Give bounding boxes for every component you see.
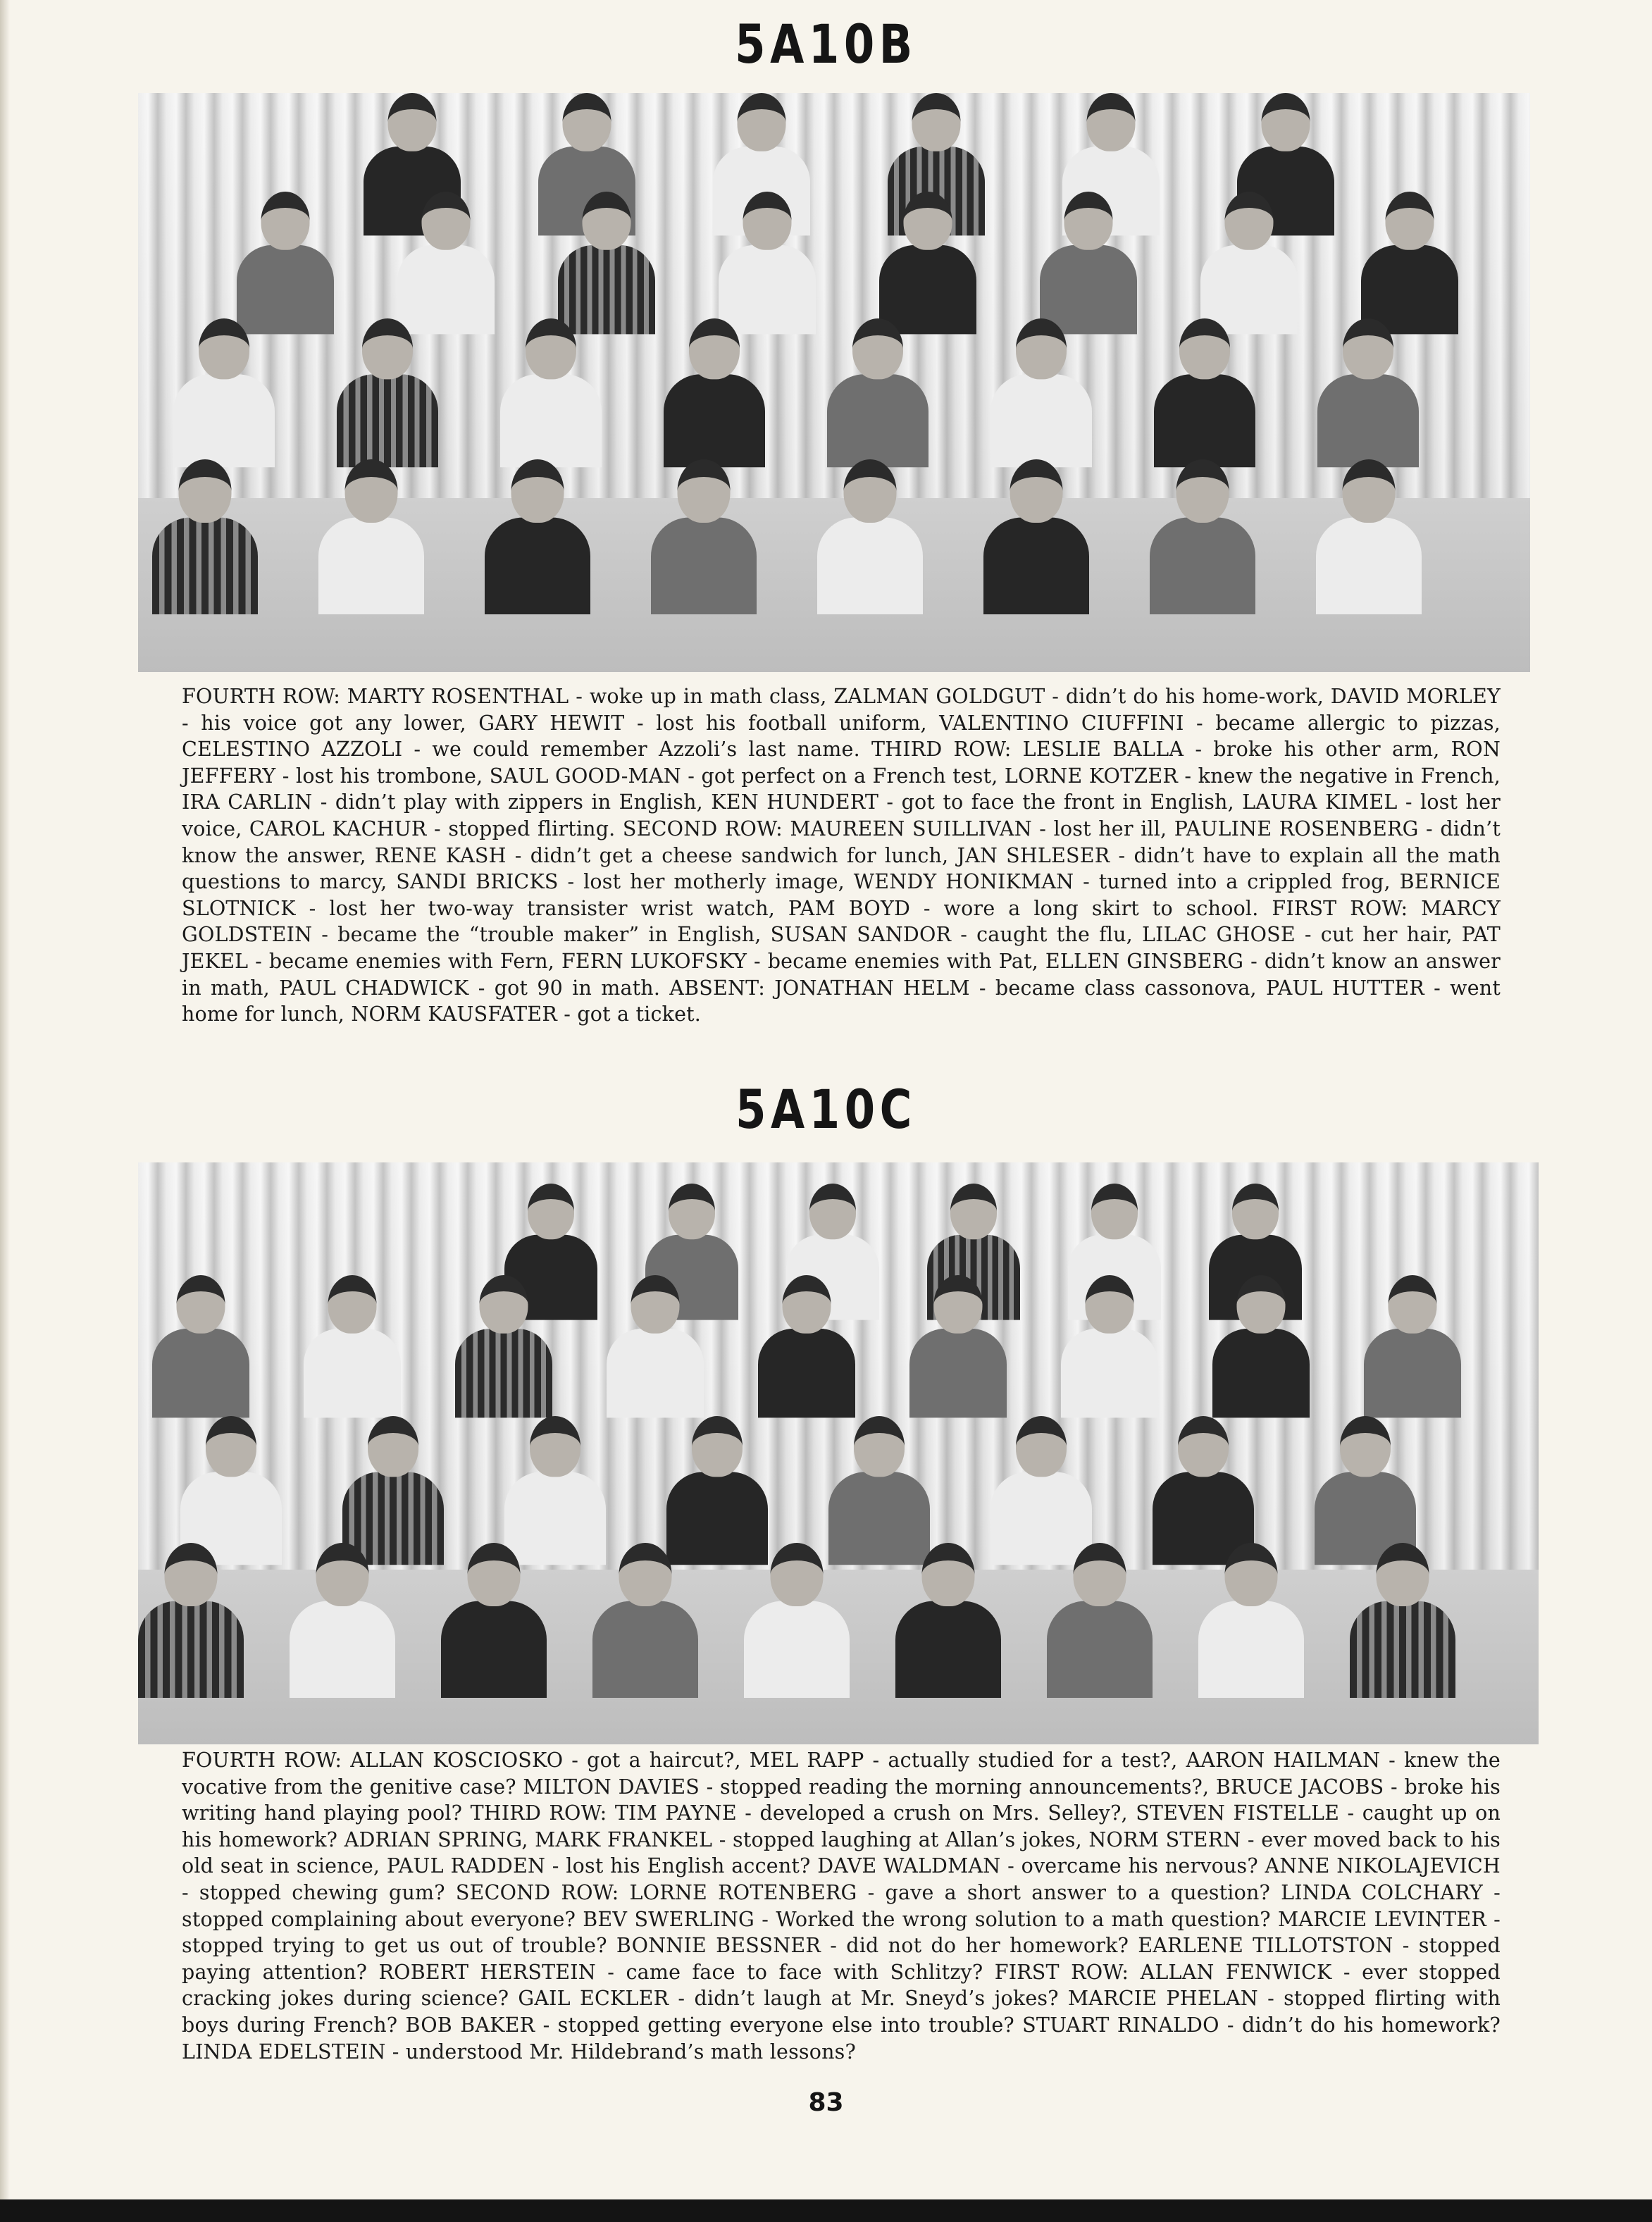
student-figure (990, 1416, 1092, 1560)
caption-5a10c: FOURTH ROW: ALLAN KOSCIOSKO - got a haircut?, MEL RAPP - actually studied for a test?, AARON HAILMAN - knew the vocative from the genitive case? MILTON DAVIES - stopped reading the morning announcements?, BRUCE JACOBS - broke his writing hand playing pool? THIRD ROW: TIM PAYNE - developed a crush on Mrs. Selley?, STEVEN FISTELLE - caught up on his homework? ADRIAN SPRING, MARK FRANKEL - stopped laughing at Allan’s jokes, NORM STERN - ever moved back to his old seat in science, PAUL RADDEN - lost his English accent? DAVE WALDMAN - overcame his nervous? ANNE NIKOLAJEVICH - stopped chewing gum? SECOND ROW: LORNE ROTENBERG - gave a short answer to a question? LINDA COLCHARY - stopped complaining about everyone? BEV SWERLING - Worked the wrong solution to a math question? MARCIE LEVINTER - stopped trying to get us out of trouble? BONNIE BESSNER - did not do her homework? EARLENE TILLOTSTON - stopped paying attention? ROBERT HERSTEIN - came face to face with Schlitzy? FIRST ROW: ALLAN FENWICK - ever stopped cracking jokes during science? GAIL ECKLER - didn’t laugh at Mr. Sneyd’s jokes? MARCIE PHELAN - stopped flirting with boys during French? BOB BAKER - stopped getting everyone else into trouble? STUART RINALDO - didn’t do his homework? LINDA EDELSTEIN - understood Mr. Hildebrand’s math lessons? (182, 1749, 1501, 2063)
class-photo-5a10c (138, 1162, 1539, 1744)
student-figure (304, 1275, 401, 1413)
student-figure (990, 318, 1092, 462)
student-figure (1200, 192, 1298, 330)
student-figure (651, 459, 757, 609)
student-figure (1317, 318, 1419, 462)
student-figure (1040, 192, 1137, 330)
student-figure (592, 1543, 698, 1693)
student-figure (558, 192, 655, 330)
student-figure (1212, 1275, 1310, 1413)
student-figure (1315, 1416, 1416, 1560)
scan-bottom-band (0, 2199, 1652, 2222)
student-figure (744, 1543, 850, 1693)
student-figure (138, 1543, 244, 1693)
student-figure (1150, 459, 1255, 609)
student-figure (455, 1275, 552, 1413)
student-figure (152, 1275, 249, 1413)
page-edge (0, 0, 10, 2222)
student-figure (1364, 1275, 1461, 1413)
student-figure (666, 1416, 768, 1560)
section-title-5a10b: 5A10B (735, 13, 917, 75)
student-figure (1198, 1543, 1304, 1693)
student-figure (337, 318, 438, 462)
student-figure (318, 459, 424, 609)
student-figure (879, 192, 976, 330)
student-figure (173, 318, 275, 462)
student-figure (180, 1416, 282, 1560)
student-figure (342, 1416, 444, 1560)
student-figure (1153, 1416, 1254, 1560)
student-figure (290, 1543, 395, 1693)
student-figure (895, 1543, 1001, 1693)
student-figure (664, 318, 765, 462)
student-figure (817, 459, 923, 609)
student-figure (909, 1275, 1007, 1413)
caption-5a10b: FOURTH ROW: MARTY ROSENTHAL - woke up in math class, ZALMAN GOLDGUT - didn’t do his home-work, DAVID MORLEY - his voice got any lower, GARY HEWIT - lost his football uniform, VALENTINO CIUFFINI - became allergic to pizzas, CELESTINO AZZOLI - we could remember Azzoli’s last name. THIRD ROW: LESLIE BALLA - broke his other arm, RON JEFFERY - lost his trombone, SAUL GOOD-MAN - got perfect on a French test, LORNE KOTZER - knew the negative in French, IRA CARLIN - didn’t play with zippers in English, KEN HUNDERT - got to face the front in English, LAURA KIMEL - lost her voice, CAROL KACHUR - stopped flirting. SECOND ROW: MAUREEN SUILLIVAN - lost her ill, PAULINE ROSENBERG - didn’t know the answer, RENE KASH - didn’t get a cheese sandwich for lunch, JAN SHLESER - didn’t have to explain all the math questions to marcy, SANDI BRICKS - lost her motherly image, WENDY HONIKMAN - turned into a crippled frog, BERNICE SLOTNICK - lost her two-way transister wrist watch, PAM BOYD - wore a long skirt to school. FIRST ROW: MARCY GOLDSTEIN - became the “trouble maker” in English, SUSAN SANDOR - caught the flu, LILAC GHOSE - cut her hair, PAT JEKEL - became enemies with Fern, FERN LUKOFSKY - became enemies with Pat, ELLEN GINSBERG - didn’t know an answer in math, PAUL CHADWICK - got 90 in math. ABSENT: JONATHAN HELM - became class cassonova, PAUL HUTTER - went home for lunch, NORM KAUSFATER - got a ticket. (182, 685, 1501, 1026)
student-figure (1047, 1543, 1153, 1693)
student-figure (504, 1416, 606, 1560)
student-figure (237, 192, 334, 330)
student-figure (500, 318, 602, 462)
student-figure (1316, 459, 1422, 609)
student-figure (152, 459, 258, 609)
class-photo-5a10b (138, 93, 1530, 672)
student-figure (1061, 1275, 1158, 1413)
student-figure (758, 1275, 855, 1413)
student-figure (441, 1543, 547, 1693)
section-title-5a10c: 5A10C (735, 1078, 917, 1141)
student-figure (607, 1275, 704, 1413)
student-figure (1361, 192, 1458, 330)
student-figure (828, 1416, 930, 1560)
student-figure (397, 192, 495, 330)
student-figure (719, 192, 816, 330)
student-figure (827, 318, 929, 462)
page-number: 83 (808, 2088, 844, 2117)
student-figure (983, 459, 1089, 609)
student-figure (1350, 1543, 1455, 1693)
student-figure (1154, 318, 1255, 462)
student-figure (485, 459, 590, 609)
